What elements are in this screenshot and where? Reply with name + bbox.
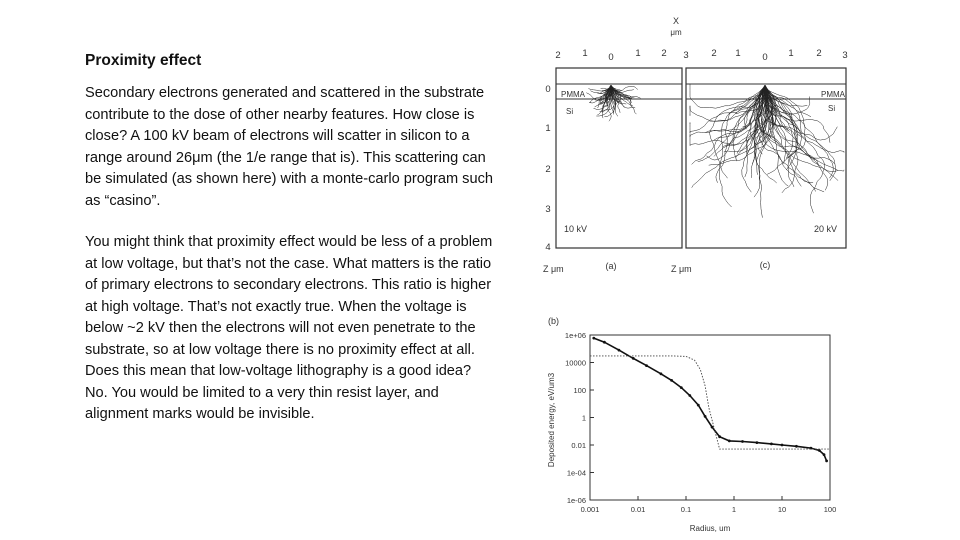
data-point [688,394,691,397]
dotted-series-line [590,356,830,449]
x-tick: 1 [735,48,741,59]
z-tick: 1 [545,123,551,134]
y-tick-label: 1e-04 [566,468,586,478]
x-tick-label: 1 [731,505,737,514]
paragraph-low-voltage: You might think that proximity effect would be less of a problem at low voltage, but that’s not the case. What matters is the ratio of primary electrons to secondary electrons. This ratio is higher at high voltage. That’s not exactly true. When the voltage is below ~2 kV then the electrons will not even penetrate to the substrate, so at low voltage there is no proximity effect at all. Does this mean that low-voltage lithography is a good idea? No. You would be limited to a very thin resist layer, and alignment marks would be invisible. [85,234,493,422]
x-tick: 0 [762,52,768,63]
y-tick-label: 100 [573,386,586,395]
data-point [697,404,700,407]
z-tick: 0 [545,84,551,95]
x-tick: 1 [635,48,641,59]
data-series-line [594,338,827,461]
y-tick-label: 1e+06 [564,331,586,340]
data-point [718,435,721,438]
data-point [770,443,773,446]
data-point [795,445,798,448]
x-axis-label: X [672,16,680,26]
x-axis-label: Radius, um [689,524,731,533]
data-point [756,441,759,444]
x-tick: 2 [816,48,822,59]
x-tick-label: 0.01 [630,505,646,514]
x-tick: 0 [608,52,614,63]
data-point [670,379,673,382]
panel-c-z-label: Z μm [671,264,692,274]
z-axis-ticks [545,84,550,253]
data-point [823,453,826,456]
electron-trajectory [692,85,774,188]
y-tick-label: 10000 [565,358,586,368]
z-tick: 4 [545,242,551,253]
plot-frame [590,335,830,500]
data-point [825,460,828,463]
y-tick-label: 1e-06 [566,496,586,505]
data-point [645,364,648,367]
data-point [781,444,784,447]
electron-trajectory [692,85,765,164]
panel-c-resist-label: PMMA [821,90,845,99]
trajectories-20kv [690,84,844,218]
data-point [618,349,621,352]
x-tick: 2 [711,48,717,59]
data-point [741,440,744,443]
x-tick: 2 [661,48,667,59]
data-point [592,337,595,340]
panel-c [686,68,846,248]
z-tick: 2 [545,164,551,175]
data-point [680,386,683,389]
energy-radius-chart [540,310,840,535]
data-point [728,440,731,443]
electron-trajectory [690,84,765,108]
panel-a-resist-label: PMMA [561,90,585,99]
x-tick-label: 0.001 [580,505,600,514]
panel-c-label: (c) [759,260,771,270]
data-point [704,415,707,418]
y-axis-label: Deposited energy, eV/um3 [547,372,556,468]
x-tick-label: 100 [823,505,837,514]
text-column [85,52,495,446]
data-point [660,372,663,375]
x-tick: 1 [788,48,794,59]
panel-c-voltage: 20 kV [814,224,838,234]
x-tick: 1 [582,48,588,59]
z-axis-label: Z μm [543,264,564,274]
panel-b-label: (b) [548,316,559,326]
panel-a-voltage: 10 kV [564,224,588,234]
x-tick: 2 [555,50,561,61]
panel-c-substrate-label: Si [828,104,836,113]
x-axis-unit: μm [670,28,682,37]
trajectories-10kv [586,85,640,121]
panel-c-x-ticks [683,48,847,63]
x-tick: 3 [842,50,848,61]
x-ticks [581,496,837,514]
panel-a-label: (a) [605,261,617,271]
x-tick: 3 [683,50,689,61]
panel-a-x-ticks [555,48,666,63]
paragraph-scattering: Secondary electrons generated and scattered in the substrate contribute to the dose of other nearby features. How close is close? A 100 kV beam of electrons will scatter in silicon to a range around 26μm (the 1/e range that is). This scattering can be simulated (as shown here) with a monte-carlo program such as “casino”. [85,85,493,209]
data-point [711,426,714,429]
x-tick-label: 0.1 [680,505,692,514]
data-point [632,357,635,360]
panel-a-substrate-label: Si [566,107,574,116]
slide-title: Proximity effect [85,52,202,69]
panel-a [556,68,682,248]
y-tick-label: 0.01 [571,441,586,450]
data-point [603,341,606,344]
series-group [590,337,830,463]
x-tick-label: 10 [777,505,787,514]
z-tick: 3 [545,204,551,215]
trajectory-figure [528,10,858,275]
electron-trajectory [690,85,765,121]
y-tick-label: 1 [581,413,586,423]
